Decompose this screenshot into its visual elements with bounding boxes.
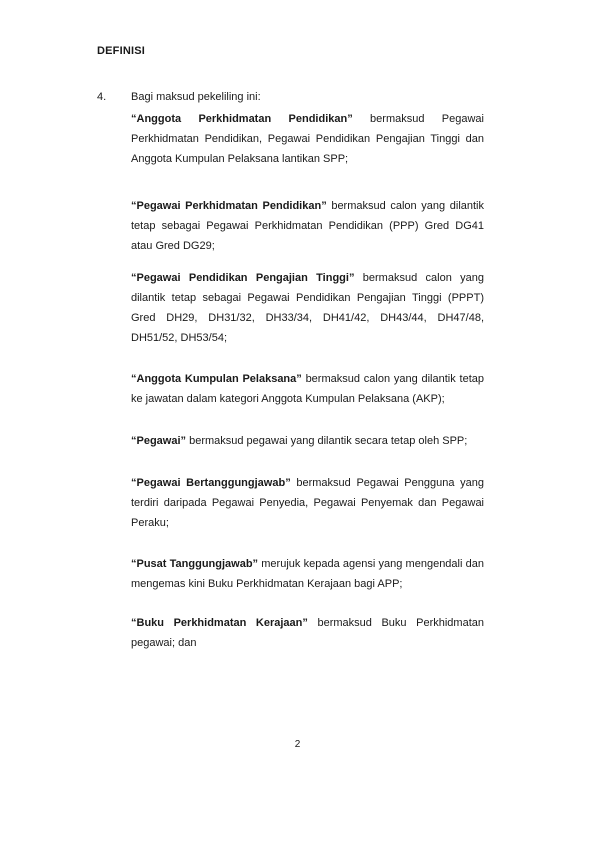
definition-pegawai-bertanggungjawab xyxy=(131,473,484,533)
clause-intro: Bagi maksud pekeliling ini: xyxy=(131,91,261,103)
definition-term: “Pegawai Pendidikan Pengajian Tinggi” xyxy=(131,272,355,284)
definition-term: “Pegawai Bertanggungjawab” xyxy=(131,477,291,489)
section-heading: DEFINISI xyxy=(97,45,146,57)
definition-anggota-kumpulan-pelaksana xyxy=(131,369,484,409)
definition-pegawai-perkhidmatan-pendidikan xyxy=(131,196,484,256)
definition-text: bermaksud pegawai yang dilantik secara tetap oleh SPP; xyxy=(186,435,468,447)
definition-term: “Anggota Kumpulan Pelaksana” xyxy=(131,373,302,385)
definition-buku-perkhidmatan-kerajaan xyxy=(131,613,484,653)
definition-text: bermaksud Pegawai Pengguna yang terdiri daripada Pegawai Penyedia, Pegawai Penyemak dan Pegawai Peraku; xyxy=(131,477,484,529)
definition-text: bermaksud calon yang dilantik tetap sebagai Pegawai Perkhidmatan Pendidikan (PPP) Gred DG41 atau Gred DG29; xyxy=(131,200,485,252)
definition-pusat-tanggungjawab xyxy=(131,554,484,594)
definition-anggota-perkhidmatan-pendidikan xyxy=(131,109,484,169)
definition-text: bermaksud calon yang dilantik tetap sebagai Pegawai Pendidikan Pengajian Tinggi (PPPT) Gred DH29, DH31/32, DH33/34, DH41/42, DH43/44, DH47/48, DH51/52, DH53/54; xyxy=(131,272,485,344)
definition-text: bermaksud calon yang dilantik tetap ke jawatan dalam kategori Anggota Kumpulan Pelaksana (AKP); xyxy=(131,373,484,405)
clause-number: 4. xyxy=(97,91,107,103)
definition-pegawai-pendidikan-pengajian-tinggi xyxy=(131,268,484,348)
definition-term: “Pegawai Perkhidmatan Pendidikan” xyxy=(131,200,327,212)
definition-term: “Pusat Tanggungjawab” xyxy=(131,558,259,570)
definition-text: merujuk kepada agensi yang mengendali dan mengemas kini Buku Perkhidmatan Kerajaan bagi APP; xyxy=(131,558,484,590)
definition-term: “Buku Perkhidmatan Kerajaan” xyxy=(131,617,308,629)
definition-text: bermaksud Pegawai Perkhidmatan Pendidikan, Pegawai Pendidikan Pengajian Tinggi dan Anggota Kumpulan Pelaksana lantikan SPP; xyxy=(131,113,484,165)
page-number: 2 xyxy=(294,739,301,750)
definition-pegawai xyxy=(131,431,484,451)
definition-term: “Anggota Perkhidmatan Pendidikan” xyxy=(131,113,353,125)
definition-term: “Pegawai” xyxy=(131,435,187,447)
definition-text: bermaksud Buku Perkhidmatan pegawai; dan xyxy=(131,617,484,649)
